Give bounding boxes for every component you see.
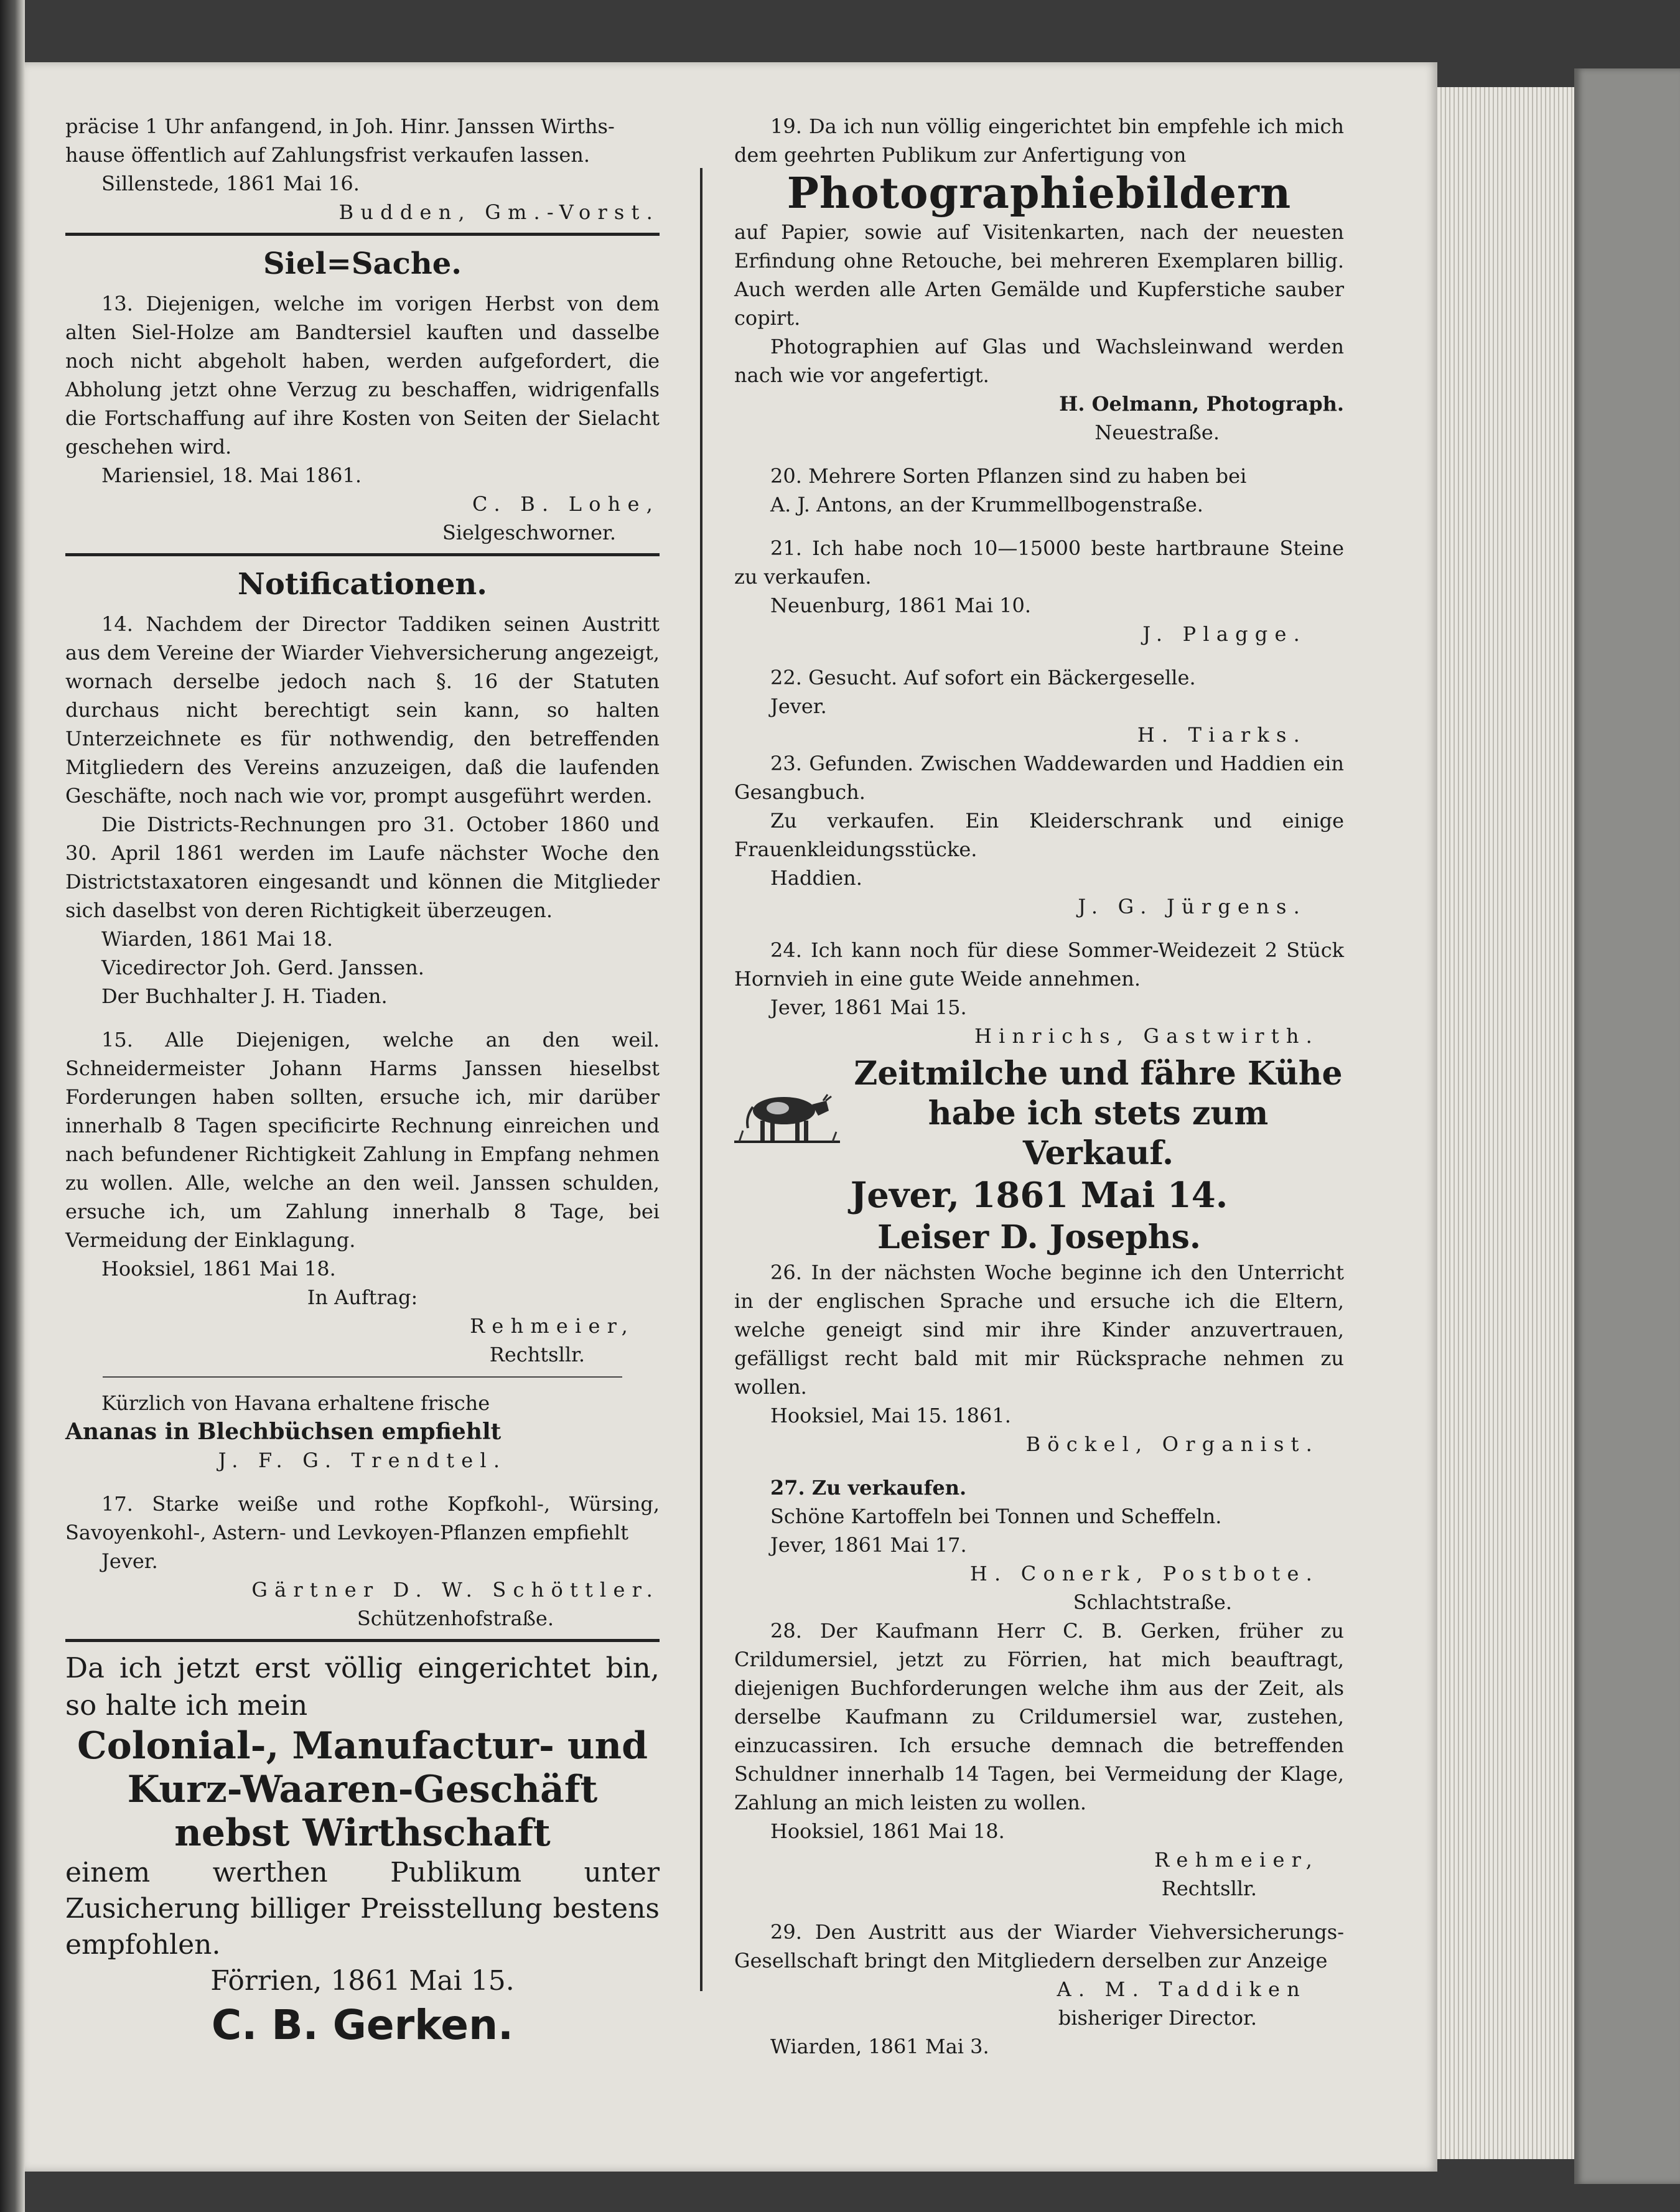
section-heading: Siel=Sache. xyxy=(263,246,462,281)
ad-text: Ananas in Blechbüchsen empfiehlt xyxy=(65,1419,502,1445)
notice-body: 22. Gesucht. Auf sofort ein Bäckergeselle. xyxy=(770,666,1196,689)
ad-text: Da ich jetzt erst völlig eingerichtet bin, so halte ich mein xyxy=(65,1651,660,1722)
section-rule xyxy=(65,1639,660,1642)
text-line: Sillenstede, 1861 Mai 16. xyxy=(101,172,360,195)
book-spine xyxy=(0,0,25,2212)
section-rule xyxy=(65,233,660,236)
signature-address: Neuestraße. xyxy=(1094,421,1220,444)
signature: J. G. Jürgens. xyxy=(1078,895,1307,918)
signature: Hinrichs, Gastwirth. xyxy=(974,1024,1319,1048)
notice-place: Haddien. xyxy=(770,866,862,890)
notice-body: 17. Starke weiße und rothe Kopfkohl-, Würsing, Savoyenkohl-, Astern- und Levkoyen-Pflanzen empfiehlt xyxy=(65,1492,660,1544)
notice-body: Zu verkaufen. Ein Kleiderschrank und einige Frauenkleidungsstücke. xyxy=(734,809,1344,861)
left-column xyxy=(65,112,660,2051)
notice-place: Jever. xyxy=(101,1549,158,1573)
ad-date: Jever, 1861 Mai 14. xyxy=(850,1175,1228,1216)
ad-headline: Colonial-, Manufactur- und Kurz-Waaren-Geschäft nebst Wirthschaft xyxy=(77,1724,648,1855)
notice-body: 21. Ich habe noch 10—15000 beste hartbraune Steine zu verkaufen. xyxy=(734,536,1344,589)
notice-body: 24. Ich kann noch für diese Sommer-Weidezeit 2 Stück Hornvieh in eine gute Weide annehmen. xyxy=(734,938,1344,991)
signature: A. J. Antons, an der Krummellbogenstraße. xyxy=(770,493,1203,516)
column-divider xyxy=(700,168,702,1991)
notice-date: Wiarden, 1861 Mai 3. xyxy=(770,2035,989,2058)
signature: In Auftrag: xyxy=(307,1286,418,1309)
notice-body: Schöne Kartoffeln bei Tonnen und Scheffeln. xyxy=(770,1505,1222,1528)
signature-address: Schützenhofstraße. xyxy=(357,1607,554,1630)
signature: C. B. Lohe, xyxy=(472,492,660,516)
notice-date: Jever, 1861 Mai 17. xyxy=(770,1533,967,1557)
signature: H. Conerk, Postbote. xyxy=(969,1562,1319,1585)
notice-date: Jever, 1861 Mai 15. xyxy=(770,996,967,1019)
notice-body: auf Papier, sowie auf Visitenkarten, nach der neuesten Erfindung ohne Retouche, bei mehreren Exemplaren billig. Auch werden alle Arten Gemälde und Kupferstiche sauber copirt. xyxy=(734,220,1344,330)
notice-body: 15. Alle Diejenigen, welche an den weil. Schneidermeister Johann Harms Janssen hieselbst Forderungen haben sollten, ersuche ich, mir darüber innerhalb 8 Tagen specificirte Rechnung einreichen und nach befundener Richtigkeit Zahlung in Empfang nehmen zu wollen. Alle, welche an den weil. Janssen schulden, ersuche ich, um Zahlung innerhalb 8 Tage, bei Vermeidung der Einklagung. xyxy=(65,1028,660,1252)
ad-name: C. B. Gerken. xyxy=(211,2001,514,2049)
signature: H. Oelmann, Photograph. xyxy=(1059,392,1344,416)
signature-title: Sielgeschworner. xyxy=(442,521,616,544)
cow-ad xyxy=(734,1054,1344,1174)
text-line: präcise 1 Uhr anfangend, in Joh. Hinr. Janssen Wirths- xyxy=(65,114,615,138)
signature: J. F. G. Trendtel. xyxy=(218,1449,507,1472)
signature: H. Tiarks. xyxy=(1137,723,1307,747)
right-column xyxy=(734,112,1344,2061)
notice-body: 23. Gefunden. Zwischen Waddewarden und Haddien ein Gesangbuch. xyxy=(734,752,1344,804)
notice-date: Neuenburg, 1861 Mai 10. xyxy=(770,594,1032,617)
notice-heading: 27. Zu verkaufen. xyxy=(770,1476,967,1500)
book-cover-board xyxy=(1574,68,1680,2184)
ad-text: einem werthen Publikum unter Zusicherung billiger Preisstellung bestens empfohlen. xyxy=(65,1857,660,1961)
signature: Böckel, Organist. xyxy=(1025,1432,1319,1456)
signature: J. Plagge. xyxy=(1142,622,1307,646)
ad-date: Förrien, 1861 Mai 15. xyxy=(210,1965,515,1997)
notice-place: Jever. xyxy=(770,694,827,718)
notice-body: 29. Den Austritt aus der Wiarder Viehversicherungs-Gesellschaft bringt den Mitgliedern derselben zur Anzeige xyxy=(734,1920,1344,1972)
notice-body: 26. In der nächsten Woche beginne ich den Unterricht in der englischen Sprache und ersuche ich die Eltern, welche geneigt sind mir ihre Kinder anzuvertrauen, gefälligst recht bald mit mir Rücksprache nehmen zu wollen. xyxy=(734,1261,1344,1399)
signature: Rehmeier, xyxy=(470,1314,635,1338)
page-edges xyxy=(1437,87,1574,2159)
signature: A. M. Taddiken xyxy=(1057,1977,1307,2001)
signature: Budden, Gm.-Vorst. xyxy=(338,200,660,224)
signature: Rehmeier, xyxy=(1154,1848,1319,1872)
ad-text: Kürzlich von Havana erhaltene frische xyxy=(101,1391,490,1415)
ad-name: Leiser D. Josephs. xyxy=(877,1218,1201,1256)
section-rule xyxy=(103,1376,622,1378)
notice-body: 20. Mehrere Sorten Pflanzen sind zu haben bei xyxy=(770,464,1247,488)
ad-headline: Zeitmilche und fähre Kühe habe ich stets zum Verkauf. xyxy=(854,1055,1343,1172)
notice-body: Die Districts-Rechnungen pro 31. October 1860 und 30. April 1861 werden im Laufe nächster Woche den Districtstaxatoren eingesandt und können die Mitglieder sich daselbst von deren Richtigkeit überzeugen. xyxy=(65,813,660,922)
signature-title: bisheriger Director. xyxy=(1058,2006,1257,2030)
notice-body: 19. Da ich nun völlig eingerichtet bin empfehle ich mich dem geehrten Publikum zur Anfertigung von xyxy=(734,114,1344,167)
notice-date: Hooksiel, Mai 15. 1861. xyxy=(770,1404,1011,1427)
ad-headline: Photographiebildern xyxy=(786,169,1292,218)
notice-date: Hooksiel, 1861 Mai 18. xyxy=(770,1819,1005,1843)
notice-date: Hooksiel, 1861 Mai 18. xyxy=(101,1257,336,1281)
signature: Vicedirector Joh. Gerd. Janssen. xyxy=(101,956,424,979)
signature: Gärtner D. W. Schöttler. xyxy=(251,1578,660,1602)
text-line: hause öffentlich auf Zahlungsfrist verkaufen lassen. xyxy=(65,143,590,167)
notice-body: Photographien auf Glas und Wachsleinwand werden nach wie vor angefertigt. xyxy=(734,335,1344,387)
section-heading: Notificationen. xyxy=(238,567,487,602)
cow-icon xyxy=(734,1080,840,1148)
notice-body: 28. Der Kaufmann Herr C. B. Gerken, früher zu Crildumersiel, jetzt zu Förrien, hat mich beauftragt, diejenigen Buchforderungen welche ihm aus der Zeit, als derselbe Kaufmann zu Crildumersiel war, zustehen, einzucassiren. Ich ersuche demnach die betreffenden Schuldner innerhalb 14 Tagen, bei Vermeidung der Klage, Zahlung an mich leisten zu wollen. xyxy=(734,1619,1344,1814)
signature-title: Rechtsllr. xyxy=(489,1343,585,1366)
signature-address: Schlachtstraße. xyxy=(1073,1590,1232,1614)
notice-date: Mariensiel, 18. Mai 1861. xyxy=(101,464,362,487)
notice-body: 13. Diejenigen, welche im vorigen Herbst von dem alten Siel-Holze am Bandtersiel kauften und dasselbe noch nicht abgeholt haben, werden aufgefordert, die Abholung jetzt ohne Verzug zu beschaffen, widrigenfalls die Fortschaffung auf ihre Kosten von Seiten der Sielacht geschehen wird. xyxy=(65,292,660,459)
section-rule xyxy=(65,553,660,556)
notice-body: 14. Nachdem der Director Taddiken seinen Austritt aus dem Vereine der Wiarder Viehversicherung angezeigt, wornach derselbe jedoch nach §. 16 der Statuten durchaus nicht berechtigt sein kann, so halten Unterzeichnete es für nothwendig, den betreffenden Mitgliedern des Vereins anzuzeigen, daß die laufenden Geschäfte, noch nach wie vor, prompt ausgeführt werden. xyxy=(65,612,660,808)
signature: Der Buchhalter J. H. Tiaden. xyxy=(101,984,388,1008)
signature-title: Rechtsllr. xyxy=(1161,1877,1257,1900)
notice-date: Wiarden, 1861 Mai 18. xyxy=(101,927,334,951)
